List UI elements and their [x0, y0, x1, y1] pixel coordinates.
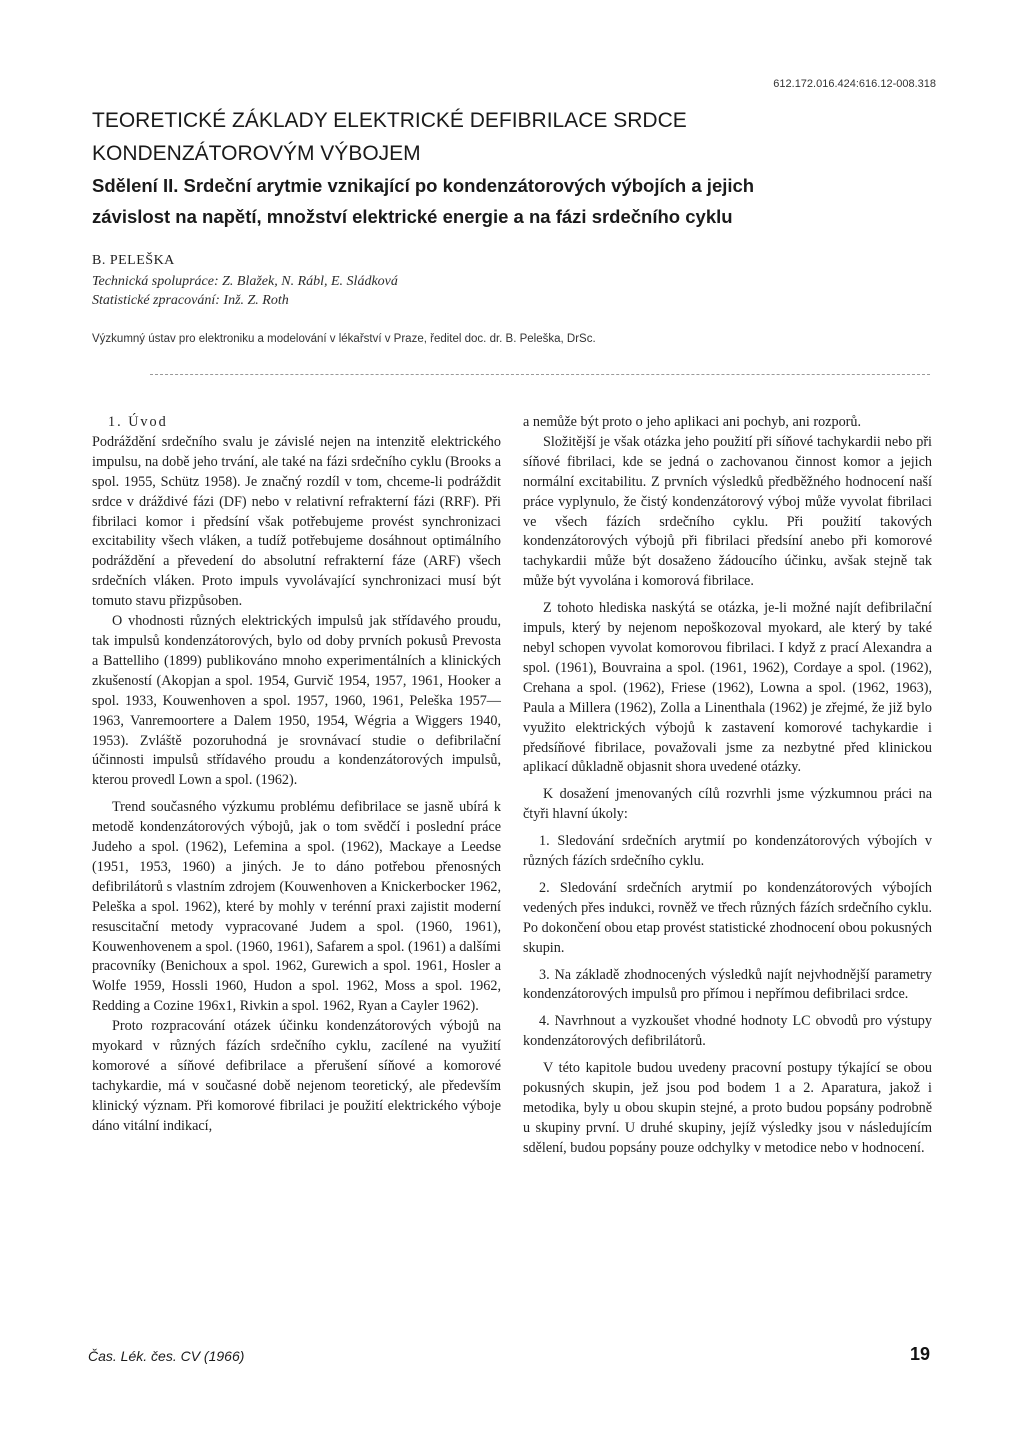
udc-classification: 612.172.016.424:616.12-008.318 [773, 78, 936, 90]
paragraph: Podráždění srdečního svalu je závislé nejen na intenzitě elektrického impulsu, na době jeho trvání, ale také na fázi srdečního cyklu (Brooks a spol. 1955, Schütz 1958). Je značný rozdíl v tom, chceme-li podráždit srdce v dráždivé fázi (DF) nebo v relativní refrakterní fázi (RRF). Při fibrilaci komor i předsíní však potřebujeme provést synchronizaci excitability všech vláken, a tudíž potřebujeme dosáhnout optimálního podráždění a převedení do absolutní refrakterní fáze (ARF) všech srdečních vláken. Proto impuls vyvolávající synchronizaci musí být tomuto stavu přizpůsoben. [92, 433, 501, 610]
statistical-processing: Statistické zpracování: Inž. Z. Roth [92, 293, 289, 308]
paragraph: Proto rozpracování otázek účinku kondenzátorových výbojů na myokard v různých fázích srdečního cyklu, zacílené na využití komorové a síňové defibrilace a přerušení síňové a komorové tachykardie, má v současné době nejenom teoretický, ale především klinický význam. Při komorové fibrilaci je použití elektrického výboje dáno vitální indikací, [92, 1018, 501, 1134]
right-column [523, 413, 932, 1159]
article-subtitle [92, 170, 912, 232]
journal-citation: Čas. Lék. čes. CV (1966) [88, 1348, 245, 1364]
left-column [92, 413, 501, 1137]
author-name: B. PELEŠKA [92, 253, 175, 268]
institute-affiliation: Výzkumný ústav pro elektroniku a modelování v lékařství v Praze, ředitel doc. dr. B. Peleška, DrSc. [92, 333, 596, 345]
section-heading-intro: 1. Úvod [108, 414, 168, 430]
paragraph: Z tohoto hlediska naskýtá se otázka, je-li možné najít defibrilační impuls, který by nejenom nepoškozoval myokard, ale který by také nebyl schopen vyvolat komorovou fibrilaci. I když z prací Alexandra a spol. (1961), Bouvraina a spol. (1961, 1962), Cordaye a spol. (1962), Crehana a spol. (1962), Friese (1962), Lowna a spol. (1962, 1963), Paula a Millera (1962), Zolla a Linenthala (1962) je zřejmé, že již bylo využito elektrických výbojů k zastavení komorové tachykardie i předsíňové fibrilace, považovali jsme za nezbytné před klinickou aplikací důkladně objasnit shora uvedené otázky. [523, 600, 932, 776]
task-list-item: 3. Na základě zhodnocených výsledků najít nejvhodnější parametry kondenzátorových impulsů pro přímou i nepřímou defibrilaci srdce. [523, 966, 932, 1003]
task-list-item: 1. Sledování srdečních arytmií po kondenzátorových výbojích v různých fázích srdečního cyklu. [523, 833, 932, 870]
page-number: 19 [909, 1344, 930, 1364]
article-title-line-1: TEORETICKÉ ZÁKLADY ELEKTRICKÉ DEFIBRILACE SRDCE [92, 109, 687, 132]
article-title [92, 104, 912, 170]
article-subtitle-line-2: závislost na napětí, množství elektrické energie a na fázi srdečního cyklu [92, 206, 733, 227]
task-list-item: 2. Sledování srdečních arytmií po kondenzátorových výbojích vedených přes indukci, rovněž ve třech různých fázích srdečního cyklu. Po dokončení obou etap provést statistické zhodnocení obou pokusných skupin. [523, 879, 932, 956]
paragraph: K dosažení jmenovaných cílů rozvrhli jsme výzkumnou práci na čtyři hlavní úkoly: [523, 786, 932, 823]
article-subtitle-line-1: Sdělení II. Srdeční arytmie vznikající po kondenzátorových výbojích a jejich [92, 175, 755, 196]
article-title-line-2: KONDENZÁTOROVÝM VÝBOJEM [92, 142, 421, 165]
task-list-item: 4. Navrhnout a vyzkoušet vhodné hodnoty LC obvodů pro výstupy kondenzátorových defibrilátorů. [523, 1013, 932, 1050]
paragraph: Složitější je však otázka jeho použití při síňové tachykardii nebo při síňové fibrilaci, kde se jedná o zachovanou činnost komor a jejich normální excitabilitu. Z prvních výsledků předběžného hodnocení naší práce vyplynulo, že čistý kondenzátorový výboj může vyvolat fibrilaci ve všech fázích srdečního cyklu. Při použití takových kondenzátorových výbojů při fibrilaci předsíní anebo při komorové tachykardii může být dosaženo žádoucího účinku, avšak stejně tak může být vyvolána i komorová fibrilace. [523, 433, 932, 590]
header-divider [150, 374, 930, 375]
paragraph: a nemůže být proto o jeho aplikaci ani pochyb, ani rozporů. [523, 414, 862, 430]
paragraph: Trend současného výzkumu problému defibrilace se jasně ubírá k metodě kondenzátorových výbojů, jak o tom svědčí i poslední práce Judeho a spol. (1962), Lefemina a spol. (1962), Mackaye a Leedse (1951, 1953, 1960) a jiných. Je to dáno potřebou přenosných defibrilátorů s vlastním zdrojem (Kouwenhoven a Knickerbocker 1962, Peleška a spol. 1962), které by mohly v terénní praxi zajistit moderní resuscitační metody vypracované Judem a spol. (1960, 1961), Kouwenhovenem a spol. (1960, 1961), Safarem a spol. (1961) a dalšími pracovníky (Benichoux a spol. 1962, Gurewich a spol. 1961, Hosler a Wolfe 1959, Hossli 1960, Hudon a spol. 1962, Moss a spol. 1962, Redding a Cozine 196x1, Rivkin a spol. 1962, Ryan a Cayler 1962). [92, 799, 501, 1015]
paragraph: V této kapitole budou uvedeny pracovní postupy týkající se obou pokusných skupin, jež jsou pod bodem 1 a 2. Aparatura, jakož i metodika, byly u obou skupin stejné, a proto budou popsány podrobně u skupiny první. U druhé skupiny, jejíž výsledky jsou v následujícím sdělení, budou popsány pouze odchylky v metodice nebo v hodnocení. [523, 1060, 932, 1156]
paragraph: O vhodnosti různých elektrických impulsů jak střídavého proudu, tak impulsů kondenzátorových, bylo od doby prvních pokusů Prevosta a Battelliho (1899) publikováno mnoho experimentálních a klinických zkušeností (Akopjan a spol. 1954, Gurvič 1954, 1957, 1961, Hooker a spol. 1933, Kouwenhoven a spol. 1957, 1960, 1961, Peleška 1957—1963, Vanremoortere a Dalem 1950, 1954, Wégria a Wiggers 1940, 1953). Zvláště pozoruhodná je srovnávací studie o defibrilační účinnosti impulsů střídavého proudu a kondenzátorových impulsů, kterou provedl Lown a spol. (1962). [92, 613, 501, 789]
collaboration-credits [92, 272, 792, 310]
technical-collaboration: Technická spolupráce: Z. Blažek, N. Rábl, E. Sládková [92, 274, 398, 289]
